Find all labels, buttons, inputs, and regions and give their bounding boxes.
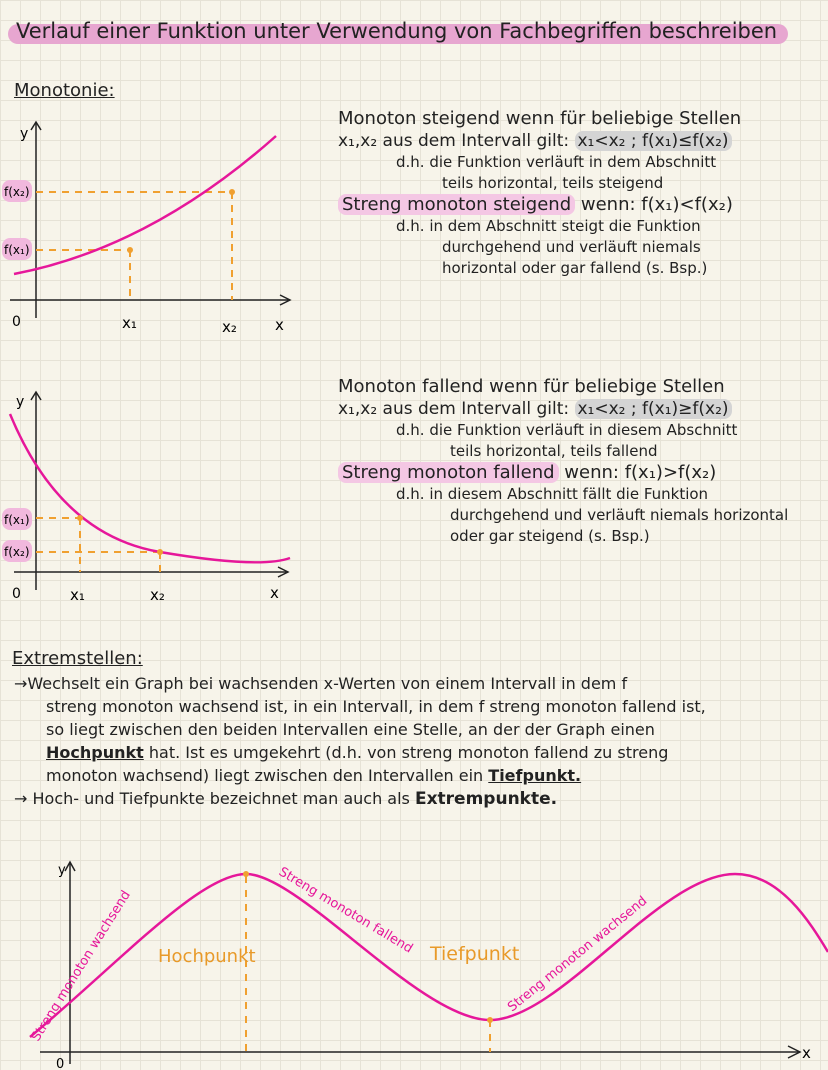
graph3-origin: 0 bbox=[56, 1057, 65, 1070]
tiefpunkt-term: Tiefpunkt. bbox=[488, 766, 582, 785]
extrem-l6-start: → Hoch- und Tiefpunkte bezeichnet man auch als bbox=[14, 789, 415, 808]
graph1-origin: 0 bbox=[12, 314, 21, 330]
increasing-curve bbox=[14, 136, 276, 274]
graph1-x2: x₂ bbox=[222, 318, 237, 336]
decreasing-curve bbox=[10, 414, 290, 562]
extrema-curve bbox=[30, 874, 828, 1037]
monotonie-heading: Monotonie: bbox=[14, 80, 115, 101]
graph2-x-label: x bbox=[270, 584, 279, 602]
graph-increasing bbox=[0, 118, 300, 340]
graph-decreasing bbox=[0, 390, 300, 612]
extrempunkte-term: Extrempunkte. bbox=[414, 789, 558, 809]
seg1-label: Streng monoton wachsend bbox=[28, 888, 134, 1045]
fallend-text-block bbox=[338, 376, 788, 547]
graph1-x1: x₁ bbox=[122, 314, 137, 332]
fallend-l8: oder gar steigend (s. Bsp.) bbox=[450, 527, 650, 545]
title-text: Verlauf einer Funktion unter Verwendung von Fachbegriffen beschreiben bbox=[16, 19, 778, 43]
steigend-text-block bbox=[338, 108, 741, 279]
graph2-x2: x₂ bbox=[150, 586, 165, 604]
extrem-l3: so liegt zwischen den beiden Intervallen eine Stelle, an der der Graph einen bbox=[46, 720, 655, 739]
hochpunkt-label: Hochpunkt bbox=[158, 946, 256, 967]
steigend-condition: x₁<x₂ ; f(x₁)≤f(x₂) bbox=[575, 131, 732, 151]
graph1-fx1: f(x₁) bbox=[4, 243, 30, 257]
graph3-x-label: x bbox=[802, 1044, 811, 1062]
steigend-l8: horizontal oder gar fallend (s. Bsp.) bbox=[442, 259, 708, 277]
fallend-l7: durchgehend und verläuft niemals horizontal bbox=[450, 506, 789, 524]
fallend-l6: d.h. in diesem Abschnitt fällt die Funktion bbox=[396, 485, 709, 503]
graph1-y-label: y bbox=[20, 126, 29, 142]
fallend-l2-start: x₁,x₂ aus dem Intervall gilt: bbox=[338, 399, 575, 419]
graph-extrema bbox=[0, 852, 828, 1070]
page-title bbox=[8, 14, 788, 48]
extrem-l1: →Wechselt ein Graph bei wachsenden x-Werten von einem Intervall in dem f bbox=[14, 674, 628, 693]
extrem-l5-start: monoton wachsend) liegt zwischen den Intervallen ein bbox=[46, 766, 489, 785]
graph2-x1: x₁ bbox=[70, 586, 85, 604]
streng-steigend-condition: wenn: f(x₁)<f(x₂) bbox=[575, 194, 733, 215]
fallend-condition: x₁<x₂ ; f(x₁)≥f(x₂) bbox=[575, 399, 732, 419]
hochpunkt-term: Hochpunkt bbox=[46, 743, 144, 762]
graph1-fx2: f(x₂) bbox=[4, 185, 30, 199]
seg3-label: Streng monoton wachsend bbox=[505, 893, 651, 1016]
steigend-l3: d.h. die Funktion verläuft in dem Abschnitt bbox=[396, 153, 717, 171]
graph2-origin: 0 bbox=[12, 586, 21, 602]
streng-fallend-condition: wenn: f(x₁)>f(x₂) bbox=[558, 462, 717, 483]
fallend-l3: d.h. die Funktion verläuft in diesem Abschnitt bbox=[396, 421, 738, 439]
streng-fallend-term: Streng monoton fallend bbox=[338, 462, 559, 483]
steigend-l6: d.h. in dem Abschnitt steigt die Funktion bbox=[396, 217, 701, 235]
streng-steigend-term: Streng monoton steigend bbox=[338, 194, 575, 215]
steigend-l1-rest: wenn für beliebige Stellen bbox=[500, 108, 742, 129]
tiefpunkt-label: Tiefpunkt bbox=[430, 943, 520, 965]
fallend-l1-rest: wenn für beliebige Stellen bbox=[483, 376, 725, 397]
graph3-y-label: y bbox=[58, 863, 66, 878]
graph2-y-label: y bbox=[16, 394, 25, 410]
fallend-l4: teils horizontal, teils fallend bbox=[450, 442, 658, 460]
extrem-heading: Extremstellen: bbox=[12, 648, 143, 669]
extrem-l2: streng monoton wachsend ist, in ein Intervall, in dem f streng monoton fallend ist, bbox=[46, 697, 706, 716]
graph2-fx2: f(x₂) bbox=[4, 545, 30, 559]
steigend-l2-start: x₁,x₂ aus dem Intervall gilt: bbox=[338, 131, 575, 151]
fallend-term: Monoton fallend bbox=[338, 376, 484, 397]
extrem-l4-rest: hat. Ist es umgekehrt (d.h. von streng monoton fallend zu streng bbox=[143, 743, 669, 762]
seg2-label: Streng monoton fallend bbox=[275, 864, 416, 957]
steigend-term: Monoton steigend bbox=[338, 108, 501, 129]
steigend-l7: durchgehend und verläuft niemals bbox=[442, 238, 701, 256]
graph2-fx1: f(x₁) bbox=[4, 513, 30, 527]
extrem-text-block bbox=[14, 672, 706, 811]
graph1-x-label: x bbox=[275, 316, 284, 334]
steigend-l4: teils horizontal, teils steigend bbox=[442, 174, 664, 192]
